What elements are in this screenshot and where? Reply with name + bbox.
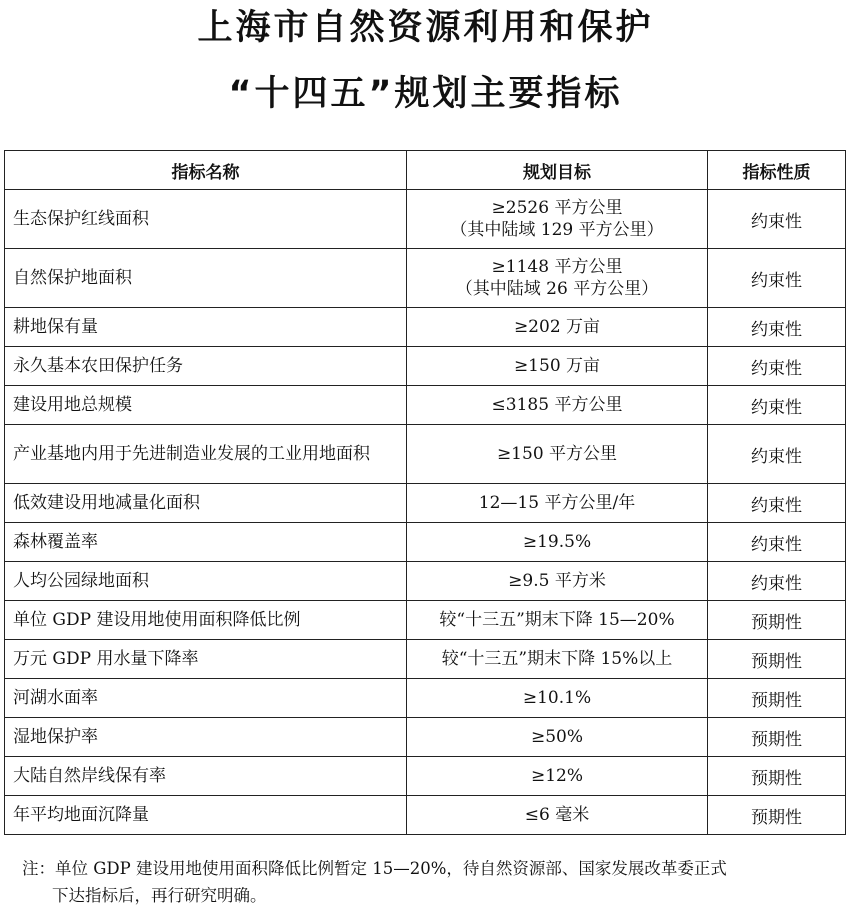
indicator-nature: 约束性 (708, 425, 846, 484)
footnote-line-1: 注：单位 GDP 建设用地使用面积降低比例暂定 15—20%，待自然资源部、国家发展改革委正式 (22, 859, 727, 878)
indicator-table (4, 150, 846, 835)
table-row (5, 484, 846, 523)
table-row (5, 718, 846, 757)
planning-target: ≥50% (407, 718, 708, 757)
table-row (5, 347, 846, 386)
indicator-nature: 预期性 (708, 718, 846, 757)
indicator-name: 单位 GDP 建设用地使用面积降低比例 (5, 601, 407, 640)
table-row (5, 679, 846, 718)
indicator-nature: 约束性 (708, 249, 846, 308)
indicator-nature: 约束性 (708, 523, 846, 562)
planning-target: ≥12% (407, 757, 708, 796)
indicator-nature: 约束性 (708, 308, 846, 347)
indicator-nature: 预期性 (708, 601, 846, 640)
indicator-name: 产业基地内用于先进制造业发展的工业用地面积 (5, 425, 407, 484)
header-indicator-name: 指标名称 (5, 151, 407, 190)
indicator-nature: 约束性 (708, 484, 846, 523)
planning-target: ≥150 平方公里 (407, 425, 708, 484)
target-value: ≥2526 平方公里 (491, 198, 623, 218)
planning-target: ≥150 万亩 (407, 347, 708, 386)
planning-target: ≥19.5% (407, 523, 708, 562)
planning-target: 12—15 平方公里/年 (407, 484, 708, 523)
indicator-name: 永久基本农田保护任务 (5, 347, 407, 386)
indicator-nature: 约束性 (708, 562, 846, 601)
header-indicator-nature: 指标性质 (708, 151, 846, 190)
table-row (5, 757, 846, 796)
target-detail: （其中陆域 129 平方公里） (450, 220, 664, 240)
indicator-nature: 约束性 (708, 347, 846, 386)
table-row (5, 523, 846, 562)
indicator-name: 大陆自然岸线保有率 (5, 757, 407, 796)
planning-target: ≥9.5 平方米 (407, 562, 708, 601)
table-row (5, 190, 846, 249)
indicator-nature: 预期性 (708, 679, 846, 718)
title-line-1: 上海市自然资源利用和保护 (197, 8, 654, 48)
indicator-name: 年平均地面沉降量 (5, 796, 407, 835)
header-planning-target: 规划目标 (407, 151, 708, 190)
table-row (5, 562, 846, 601)
indicator-nature: 预期性 (708, 757, 846, 796)
planning-target: ≥202 万亩 (407, 308, 708, 347)
table-row (5, 640, 846, 679)
planning-target: ≤6 毫米 (407, 796, 708, 835)
indicator-name: 建设用地总规模 (5, 386, 407, 425)
indicator-name: 万元 GDP 用水量下降率 (5, 640, 407, 679)
table-row (5, 796, 846, 835)
indicator-name: 森林覆盖率 (5, 523, 407, 562)
indicator-nature: 预期性 (708, 640, 846, 679)
title-line-2: “十四五”规划主要指标 (228, 74, 623, 114)
target-detail: （其中陆域 26 平方公里） (455, 279, 659, 299)
indicator-nature: 预期性 (708, 796, 846, 835)
planning-target (407, 190, 708, 249)
planning-target (407, 249, 708, 308)
table-row (5, 601, 846, 640)
indicator-nature: 约束性 (708, 386, 846, 425)
footnote (22, 855, 844, 909)
planning-target: 较“十三五”期末下降 15—20% (407, 601, 708, 640)
footnote-line-2: 下达指标后，再行研究明确。 (52, 886, 267, 905)
table-row (5, 249, 846, 308)
indicator-name: 湿地保护率 (5, 718, 407, 757)
table-row (5, 425, 846, 484)
table-header-row (5, 151, 846, 190)
indicator-name: 生态保护红线面积 (5, 190, 407, 249)
table-row (5, 308, 846, 347)
table-row (5, 386, 846, 425)
target-value: ≥1148 平方公里 (491, 257, 623, 277)
indicator-nature: 约束性 (708, 190, 846, 249)
indicator-name: 自然保护地面积 (5, 249, 407, 308)
planning-target: 较“十三五”期末下降 15%以上 (407, 640, 708, 679)
indicator-name: 河湖水面率 (5, 679, 407, 718)
indicator-name: 耕地保有量 (5, 308, 407, 347)
indicator-name: 人均公园绿地面积 (5, 562, 407, 601)
planning-target: ≤3185 平方公里 (407, 386, 708, 425)
planning-target: ≥10.1% (407, 679, 708, 718)
indicator-name: 低效建设用地减量化面积 (5, 484, 407, 523)
